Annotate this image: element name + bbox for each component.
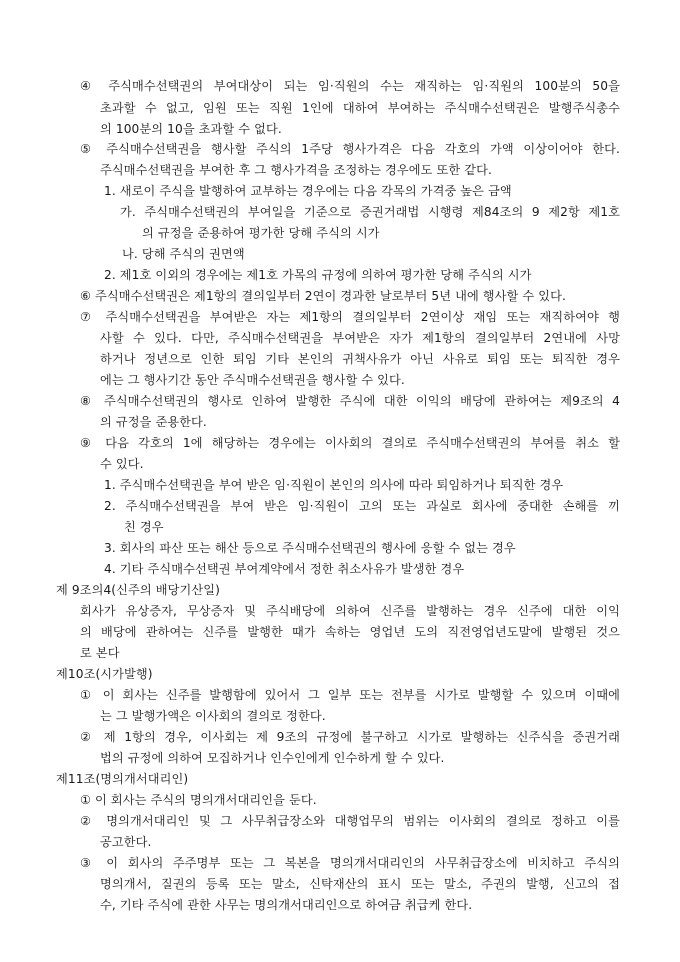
article-11-clause-1: ① 이 회사는 주식의 명의개서대리인을 둔다. [80,793,317,807]
clause-5-item-1: 1. 새로이 주식을 발행하여 교부하는 경우에는 다음 각목의 가격중 높은 금액 [104,184,512,198]
clause-9-item-1: 1. 주식매수선택권을 부여 받은 임·직원이 본인의 의사에 따라 퇴임하거나 퇴직한 경우 [104,478,564,492]
article-10-clause-1-line-2: 는 그 발행가액은 이사회의 결의로 정한다. [100,709,326,723]
article-11-title: 제11조(명의개서대리인) [56,772,189,786]
article-9-4-line-2: 의 배당에 관하여는 신주를 발행한 때가 속하는 영업년 도의 직전영업년도말에 발행된 것으 [80,625,620,639]
article-11-clause-2-line-2: 공고한다. [100,835,152,849]
article-11-clause-3-line-3: 수, 기타 주식에 관한 사무는 명의개서대리인으로 하여금 취급케 한다. [100,898,473,912]
clause-5-item-1-ga-line-2: 의 규정을 준용하여 평가한 당해 주식의 시가 [142,226,380,240]
clause-7-line-3: 하거나 정년으로 인한 퇴임 기타 본인의 귀책사유가 아닌 사유로 퇴임 또는 퇴직한 경우 [100,352,620,366]
clause-4-line-1: ④ 주식매수선택권의 부여대상이 되는 임·직원의 수는 재직하는 임·직원의 100분의 50을 [80,79,620,93]
article-10-clause-1-line-1: ① 이 회사는 신주를 발행함에 있어서 그 일부 또는 전부를 시가로 발행할 수 있으며 이때에 [80,688,620,702]
clause-9-item-3: 3. 회사의 파산 또는 해산 등으로 주식매수선택권의 행사에 응할 수 없는 경우 [104,541,516,555]
article-10-clause-2-line-2: 법의 규정에 의하여 모집하거나 인수인에게 인수하게 할 수 있다. [100,751,445,765]
clause-5-line-1: ⑤ 주식매수선택권을 행사할 주식의 1주당 행사가격은 다음 각호의 가액 이상이어야 한다. [80,142,620,156]
clause-5-item-2: 2. 제1호 이외의 경우에는 제1호 가목의 규정에 의하여 평가한 당해 주식의 시가 [104,268,532,282]
clause-5-item-1-ga-line-1: 가. 주식매수선택권의 부여일을 기준으로 증권거래법 시행령 제84조의 9 제2항 제1호 [120,205,620,219]
clause-7-line-2: 사할 수 있다. 다만, 주식매수선택권을 부여받은 자가 제1항의 결의일부터 2연내에 사망 [100,331,620,345]
clause-8-line-1: ⑧ 주식매수선택권의 행사로 인하여 발행한 주식에 대한 이익의 배당에 관하여는 제9조의 4 [80,394,620,408]
clause-4-line-2: 초과할 수 없고, 임원 또는 직원 1인에 대하여 부여하는 주식매수선택권은 발행주식총수 [100,101,620,115]
clause-9-item-2-line-1: 2. 주식매수선택권을 부여 받은 임·직원이 고의 또는 과실로 회사에 중대한 손해를 끼 [104,499,620,513]
clause-9-line-1: ⑨ 다음 각호의 1에 해당하는 경우에는 이사회의 결의로 주식매수선택권의 부여를 취소 할 [80,436,620,450]
article-9-4-line-3: 로 본다 [80,646,120,660]
clause-5-line-2: 주식매수선택권을 부여한 후 그 행사가격을 조정하는 경우에도 또한 같다. [100,163,492,177]
article-11-clause-3-line-2: 명의개서, 질권의 등록 또는 말소, 신탁재산의 표시 또는 말소, 주권의 발행, 신고의 접 [100,877,620,891]
clause-7-line-1: ⑦ 주식매수선택권을 부여받은 자는 제1항의 결의일부터 2연이상 재임 또는 재직하여야 행 [80,310,620,324]
article-9-4-line-1: 회사가 유상증자, 무상증자 및 주식배당에 의하여 신주를 발행하는 경우 신주에 대한 이익 [80,604,620,618]
clause-9-line-2: 수 있다. [100,457,144,471]
article-10-clause-2-line-1: ② 제 1항의 경우, 이사회는 제 9조의 규정에 불구하고 시가로 발행하는 신주식을 증권거래 [80,730,620,744]
clause-5-item-1-na: 나. 당해 주식의 권면액 [122,247,245,261]
clause-9-item-4: 4. 기타 주식매수선택권 부여계약에서 정한 취소사유가 발생한 경우 [104,562,465,576]
clause-6: ⑥ 주식매수선택권은 제1항의 결의일부터 2연이 경과한 날로부터 5년 내에 행사할 수 있다. [80,289,566,303]
article-9-4-title: 제 9조의4(신주의 배당기산일) [56,583,220,597]
clause-8-line-2: 의 규정을 준용한다. [100,415,207,429]
clause-9-item-2-line-2: 친 경우 [124,520,164,534]
clause-7-line-4: 에는 그 행사기간 동안 주식매수선택권을 행사할 수 있다. [100,373,405,387]
article-10-title: 제10조(시가발행) [56,667,153,681]
article-11-clause-3-line-1: ③ 이 회사의 주주명부 또는 그 복본을 명의개서대리인의 사무취급장소에 비치하고 주식의 [80,856,620,870]
clause-4-line-3: 의 100분의 10을 초과할 수 없다. [100,122,282,136]
article-11-clause-2-line-1: ② 명의개서대리인 및 그 사무취급장소와 대행업무의 범위는 이사회의 결의로 정하고 이를 [80,814,620,828]
